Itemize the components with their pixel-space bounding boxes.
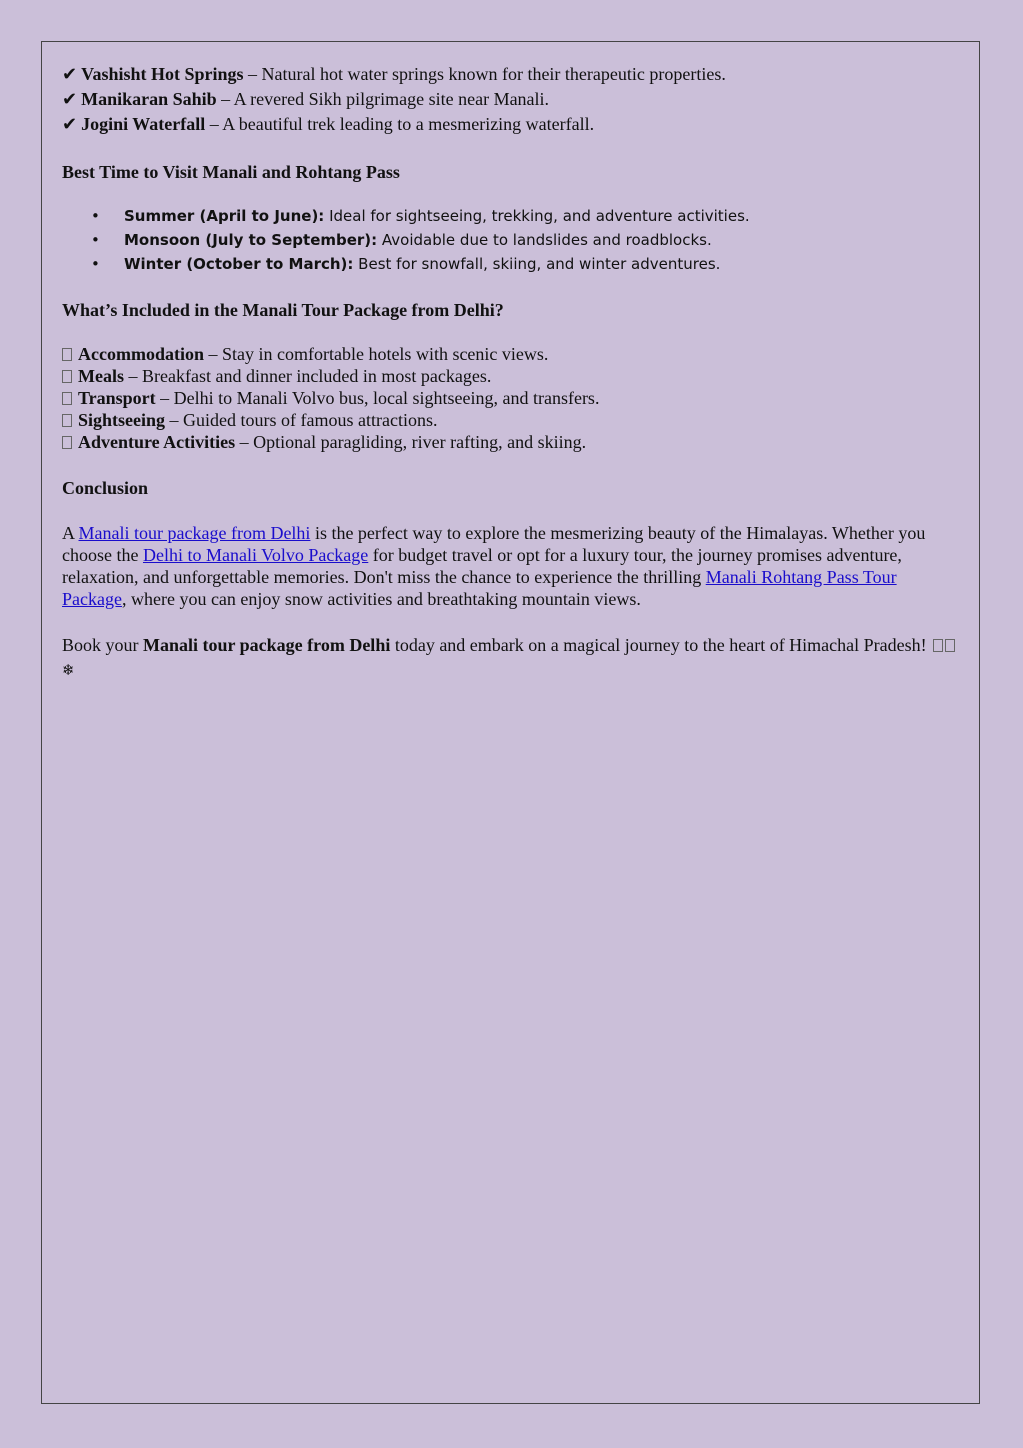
attraction-name: Vashisht Hot Springs <box>81 64 244 84</box>
included-heading: What’s Included in the Manali Tour Package from Delhi? <box>62 300 504 320</box>
bullet-icon: • <box>91 207 100 225</box>
best-time-heading: Best Time to Visit Manali and Rohtang Pass <box>62 162 400 182</box>
missing-glyph-icon <box>62 392 72 405</box>
missing-glyph-icon <box>62 414 72 427</box>
document-content <box>62 62 962 682</box>
season-text: Avoidable due to landslides and roadblocks. <box>377 231 712 249</box>
delhi-manali-volvo-link[interactable]: Delhi to Manali Volvo Package <box>142 545 369 565</box>
season-label: Monsoon (July to September): <box>124 231 378 249</box>
list-item <box>62 228 962 252</box>
missing-glyph-icon <box>62 348 72 361</box>
list-item <box>62 365 962 387</box>
bullet-icon: • <box>91 231 100 249</box>
para-text: for budget travel or opt for a luxury tour, the journey promises adventure, relaxation, and unforgettable memories. Don't miss the chance to experience the thrilling <box>62 545 902 587</box>
attraction-name: Manikaran Sahib <box>81 89 217 109</box>
manali-tour-package-link[interactable]: Manali tour package from Delhi <box>78 523 311 543</box>
included-text: – Breakfast and dinner included in most packages. <box>123 366 492 386</box>
list-item <box>62 62 962 87</box>
included-list <box>62 343 962 453</box>
included-label: Transport <box>78 388 156 408</box>
included-label: Sightseeing <box>78 410 166 430</box>
season-label: Summer (April to June): <box>124 207 325 225</box>
included-text: – Stay in comfortable hotels with scenic views. <box>203 344 549 364</box>
conclusion-heading: Conclusion <box>62 478 149 498</box>
included-text: – Optional paragliding, river rafting, and skiing. <box>235 432 587 452</box>
para-bold: Manali tour package from Delhi <box>143 635 391 655</box>
snowflake-icon: ❄ <box>62 661 75 679</box>
included-label: Adventure Activities <box>78 432 236 452</box>
included-text: – Delhi to Manali Volvo bus, local sightseeing, and transfers. <box>155 388 600 408</box>
bullet-icon: • <box>91 255 100 273</box>
para-text: today and embark on a magical journey to the heart of Himachal Pradesh! <box>390 635 932 655</box>
checkmark-icon: ✔ <box>62 89 78 110</box>
conclusion-paragraph <box>62 522 962 610</box>
attractions-list <box>62 62 962 137</box>
checkmark-icon: ✔ <box>62 64 78 85</box>
para-text: , where you can enjoy snow activities and breathtaking mountain views. <box>121 589 641 609</box>
list-item <box>62 387 962 409</box>
list-item <box>62 87 962 112</box>
season-list <box>62 204 962 276</box>
included-label: Meals <box>78 366 124 386</box>
missing-glyph-icon <box>933 639 943 652</box>
list-item <box>62 112 962 137</box>
list-item <box>62 204 962 228</box>
season-text: Best for snowfall, skiing, and winter adventures. <box>353 255 721 273</box>
para-text: A <box>62 523 79 543</box>
season-label: Winter (October to March): <box>124 255 354 273</box>
checkmark-icon: ✔ <box>62 114 78 135</box>
season-text: Ideal for sightseeing, trekking, and adventure activities. <box>324 207 750 225</box>
included-label: Accommodation <box>78 344 204 364</box>
list-item <box>62 252 962 276</box>
missing-glyph-icon <box>62 370 72 383</box>
attraction-desc: – Natural hot water springs known for their therapeutic properties. <box>243 64 726 84</box>
booking-paragraph <box>62 633 962 682</box>
para-text: Book your <box>62 635 143 655</box>
missing-glyph-icon <box>945 639 955 652</box>
included-text: – Guided tours of famous attractions. <box>165 410 438 430</box>
para-text: is the perfect way to explore the mesmerizing beauty of the Himalayas. Whether you choose the <box>62 523 926 565</box>
list-item <box>62 409 962 431</box>
list-item <box>62 431 962 453</box>
attraction-name: Jogini Waterfall <box>81 114 206 134</box>
attraction-desc: – A beautiful trek leading to a mesmerizing waterfall. <box>205 114 595 134</box>
rohtang-pass-tour-link[interactable]: Manali Rohtang Pass Tour Package <box>62 567 897 609</box>
attraction-desc: – A revered Sikh pilgrimage site near Manali. <box>216 89 550 109</box>
list-item <box>62 343 962 365</box>
missing-glyph-icon <box>62 436 72 449</box>
